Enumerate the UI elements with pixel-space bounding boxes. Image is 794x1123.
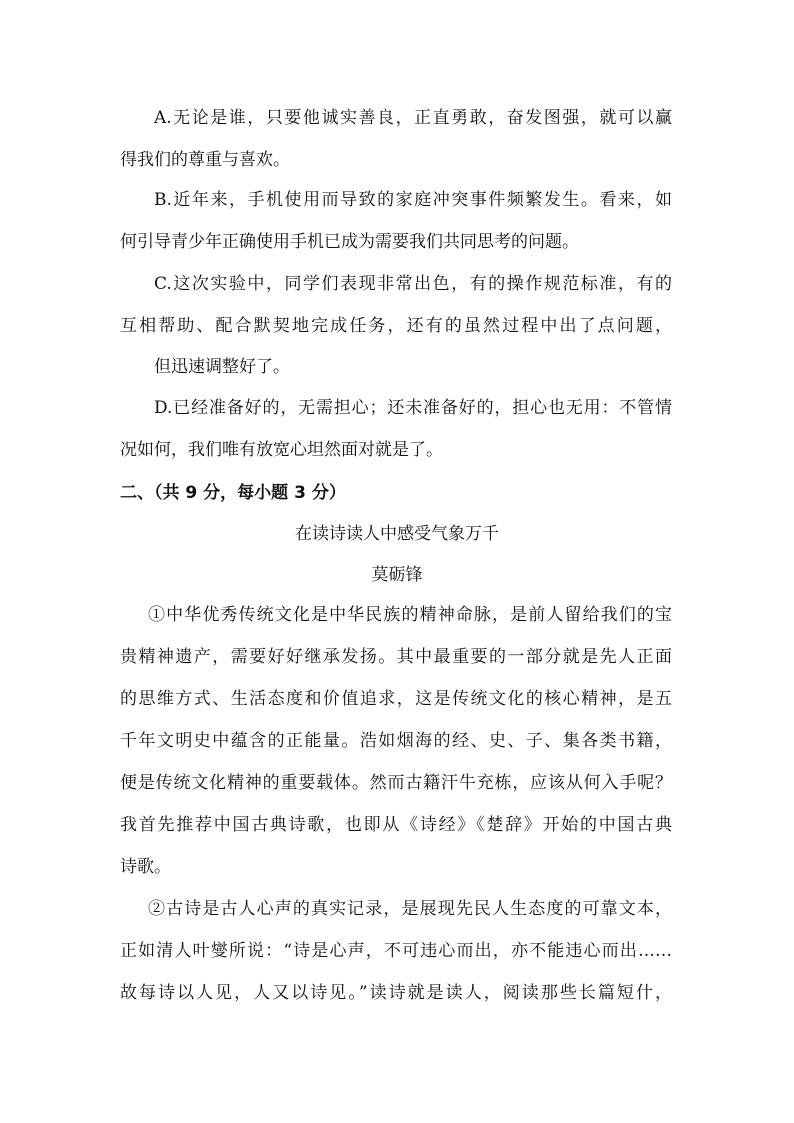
- option-d-line-1: D.已经准备好的，无需担心；还未准备好的，担心也无用：不管情: [154, 398, 672, 418]
- paragraph-1-line-4: 千年文明史中蕴含的正能量。浩如烟海的经、史、子、集各类书籍，: [120, 731, 672, 751]
- paragraph-2-line-1: ②古诗是古人心声的真实记录，是展现先民人生态度的可靠文本，: [148, 899, 672, 919]
- option-b-line-1: B.近年来，手机使用而导致的家庭冲突事件频繁发生。看来，如: [154, 190, 672, 210]
- paragraph-1-line-1: ①中华优秀传统文化是中华民族的精神命脉，是前人留给我们的宝: [148, 605, 672, 625]
- option-c-line-2: 互相帮助、配合默契地完成任务，还有的虽然过程中出了点问题，: [120, 316, 672, 336]
- option-a-line-1: A.无论是谁，只要他诚实善良，正直勇敢，奋发图强，就可以赢: [154, 108, 672, 128]
- option-c-line-1: C.这次实验中，同学们表现非常出色，有的操作规范标准，有的: [154, 274, 672, 294]
- article-author: 莫砺锋: [371, 565, 423, 585]
- paragraph-1-line-5: 便是传统文化精神的重要载体。然而古籍汗牛充栋，应该从何入手呢？: [120, 773, 672, 793]
- paragraph-1-line-3: 的思维方式、生活态度和价值追求，这是传统文化的核心精神，是五: [120, 689, 672, 709]
- option-c-line-3: 但迅速调整好了。: [154, 357, 290, 377]
- option-b-line-2: 何引导青少年正确使用手机已成为需要我们共同思考的问题。: [120, 232, 579, 252]
- article-title: 在读诗读人中感受气象万千: [295, 524, 499, 544]
- paragraph-2-line-3: 故每诗以人见，人又以诗见。”读诗就是读人，阅读那些长篇短什，: [120, 983, 672, 1003]
- section-heading: 二、（共 9 分，每小题 3 分）: [120, 483, 346, 503]
- option-a-line-2: 得我们的尊重与喜欢。: [120, 150, 290, 170]
- paragraph-1-line-6: 我首先推荐中国古典诗歌，也即从《诗经》《楚辞》开始的中国古典: [120, 815, 672, 835]
- paragraph-1-line-7: 诗歌。: [120, 857, 171, 877]
- paragraph-2-line-2: 正如清人叶燮所说：“诗是心声，不可违心而出，亦不能违心而出……: [120, 941, 672, 961]
- option-d-line-2: 况如何，我们唯有放宽心坦然面对就是了。: [120, 440, 443, 460]
- paragraph-1-line-2: 贵精神遗产，需要好好继承发扬。其中最重要的一部分就是先人正面: [120, 647, 672, 667]
